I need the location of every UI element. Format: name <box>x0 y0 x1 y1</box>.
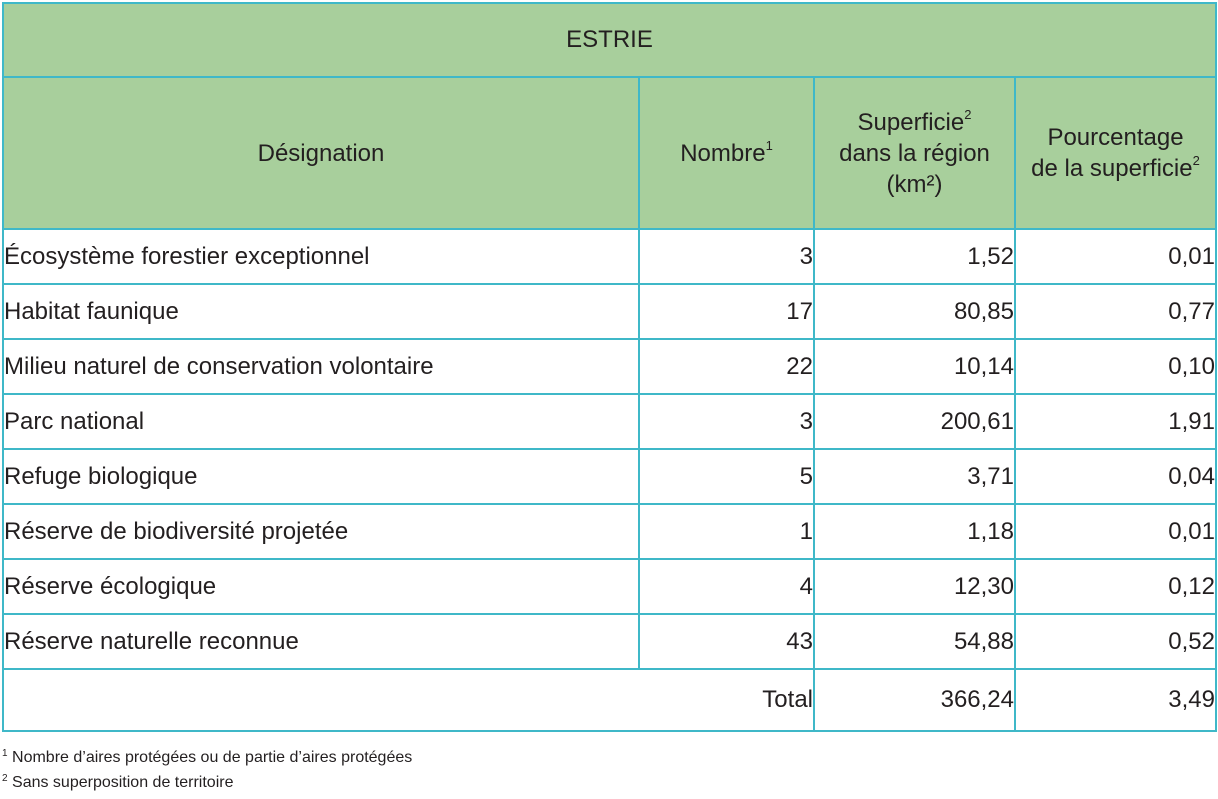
cell-nombre: 4 <box>639 559 814 614</box>
footnote-2 <box>2 770 412 795</box>
header-pourcentage <box>1015 77 1216 229</box>
footnote-ref-1: 1 <box>765 137 773 153</box>
cell-superficie: 80,85 <box>814 284 1015 339</box>
cell-nombre: 3 <box>639 229 814 284</box>
header-superficie-line2: dans la région <box>839 139 990 167</box>
cell-superficie: 3,71 <box>814 449 1015 504</box>
table-row <box>3 339 1216 394</box>
footnote-1 <box>2 745 412 770</box>
table-row <box>3 449 1216 504</box>
header-nombre-label: Nombre <box>680 139 766 167</box>
cell-superficie: 10,14 <box>814 339 1015 394</box>
table-row <box>3 394 1216 449</box>
footnote-ref-2b: 2 <box>1192 153 1200 168</box>
table-row <box>3 559 1216 614</box>
cell-designation: Parc national <box>3 394 639 449</box>
footnotes <box>2 745 412 795</box>
cell-pourcentage: 0,52 <box>1015 614 1216 669</box>
table-title: ESTRIE <box>3 3 1216 77</box>
table-row <box>3 229 1216 284</box>
cell-nombre: 1 <box>639 504 814 559</box>
cell-superficie: 12,30 <box>814 559 1015 614</box>
cell-superficie: 1,52 <box>814 229 1015 284</box>
table-header-row <box>3 77 1216 229</box>
total-label: Total <box>3 669 814 731</box>
cell-pourcentage: 0,10 <box>1015 339 1216 394</box>
header-superficie-line1: Superficie <box>857 108 965 136</box>
table-row <box>3 284 1216 339</box>
cell-nombre: 5 <box>639 449 814 504</box>
cell-designation: Milieu naturel de conservation volontaire <box>3 339 639 394</box>
cell-nombre: 22 <box>639 339 814 394</box>
footnote-mark: 1 <box>2 748 8 759</box>
cell-designation: Réserve naturelle reconnue <box>3 614 639 669</box>
cell-designation: Réserve écologique <box>3 559 639 614</box>
total-superficie: 366,24 <box>814 669 1015 731</box>
cell-pourcentage: 1,91 <box>1015 394 1216 449</box>
table-title-row <box>3 3 1216 77</box>
footnote-text: Nombre d’aires protégées ou de partie d’aires protégées <box>12 749 413 766</box>
total-pourcentage: 3,49 <box>1015 669 1216 731</box>
cell-nombre: 43 <box>639 614 814 669</box>
header-pourcentage-line1: Pourcentage <box>1047 124 1184 151</box>
header-nombre <box>639 77 814 229</box>
cell-nombre: 3 <box>639 394 814 449</box>
table-row <box>3 504 1216 559</box>
header-pourcentage-line2: de la superficie <box>1031 155 1193 182</box>
footnote-mark: 2 <box>2 773 8 784</box>
table-row <box>3 614 1216 669</box>
cell-designation: Réserve de biodiversité projetée <box>3 504 639 559</box>
header-designation: Désignation <box>3 77 639 229</box>
cell-superficie: 54,88 <box>814 614 1015 669</box>
table-total-row <box>3 669 1216 731</box>
cell-designation: Refuge biologique <box>3 449 639 504</box>
cell-nombre: 17 <box>639 284 814 339</box>
cell-pourcentage: 0,12 <box>1015 559 1216 614</box>
cell-designation: Habitat faunique <box>3 284 639 339</box>
cell-superficie: 1,18 <box>814 504 1015 559</box>
protected-areas-table <box>2 2 1217 732</box>
cell-superficie: 200,61 <box>814 394 1015 449</box>
header-superficie-line3: (km²) <box>886 170 943 198</box>
cell-pourcentage: 0,01 <box>1015 504 1216 559</box>
cell-pourcentage: 0,04 <box>1015 449 1216 504</box>
header-superficie <box>814 77 1015 229</box>
footnote-text: Sans superposition de territoire <box>12 774 234 791</box>
cell-designation: Écosystème forestier exceptionnel <box>3 229 639 284</box>
cell-pourcentage: 0,01 <box>1015 229 1216 284</box>
footnote-ref-2: 2 <box>964 106 972 122</box>
cell-pourcentage: 0,77 <box>1015 284 1216 339</box>
